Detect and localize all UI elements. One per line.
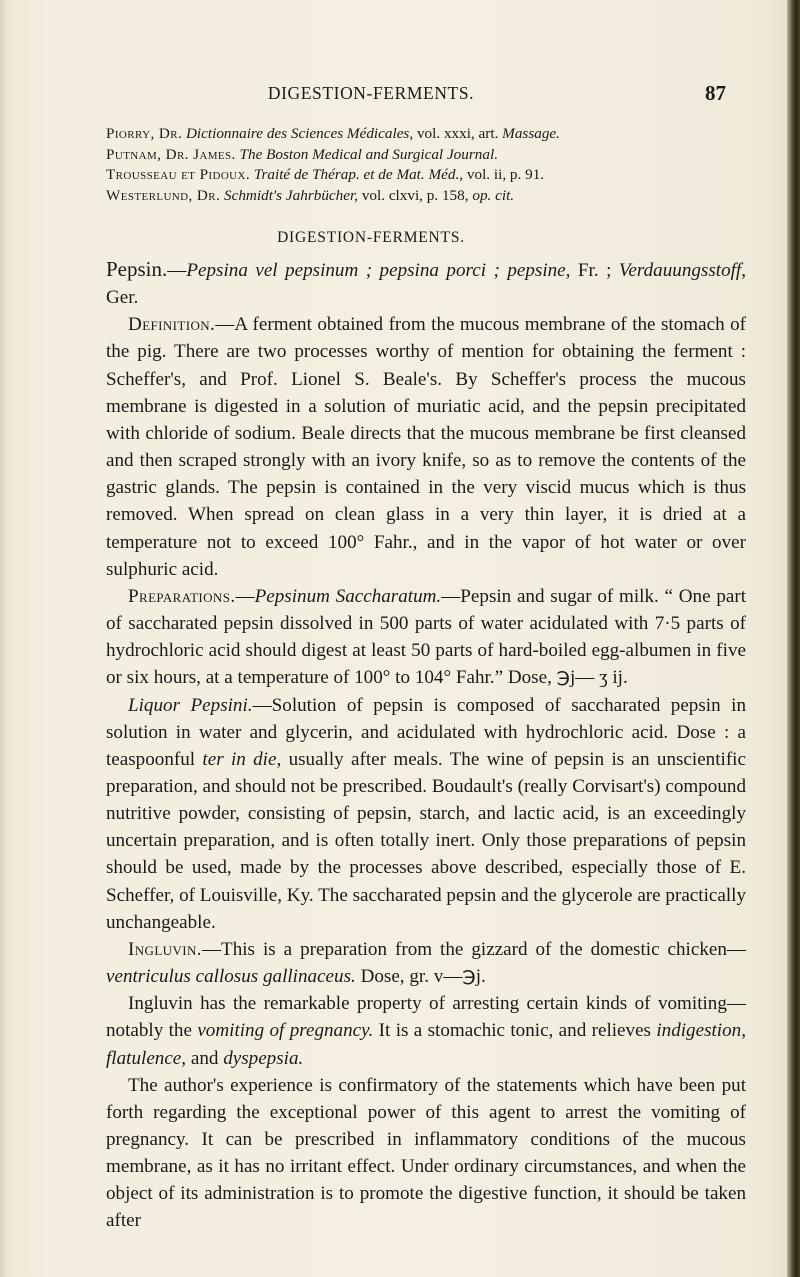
reference-work: Schmidt's Jahrbücher, [224,186,359,204]
experience-text: The author's experience is confirmatory of the statements which have been put forth regarding the exceptional power of this agent to arrest the vomiting of pregnancy. It can be prescribed in inflammatory conditions of the mucous membrane, as it has no irritant effect. Under ordinary circumstances, and when the object of its administration is to promote the digestive function, it should be taken after [106,1074,746,1232]
ingluvin-property-text: and [190,1047,219,1069]
reference-details: vol. clxvi, p. 158, [361,186,469,204]
liquor-text-after: usually after meals. The wine of pepsin is an unscientific preparation, and should not be prescribed. Boudault's (really Corvisart's) compound nutritive powder, consisting of pepsin, starch, and lactic acid, is an exceedingly uncertain preparation, and is often totally inert. Only those preparations of pepsin should be used, made by the processes above described, especially those of E. Scheffer, of Louisville, Ky. The saccharated pepsin and the glycerole are practically unchangeable. [106,748,746,933]
reference-details: vol. ii, p. 91. [466,166,545,183]
ingluvin-property-paragraph [106,990,746,1071]
pepsin-ger: Ger. [106,287,139,309]
reference-author: Trousseau et Pidoux. [106,166,251,183]
preparations-dash: — [235,585,255,607]
ingluvin-property-italic: indigestion, flatulence, [106,1020,746,1069]
reference-author: Piorry, Dr. [106,125,183,142]
reference-work: Dictionnaire des Sciences Médicales, [185,125,414,142]
reference-item [106,145,746,166]
reference-article: op. cit. [472,186,515,204]
reference-item [106,186,746,207]
ingluvin-italic: ventriculus callosus gallinaceus. [106,966,356,988]
ingluvin-property-text: It is a stomachic tonic, and relieves [378,1020,651,1042]
liquor-text-before: —Solution of pepsin is composed of saccharated pepsin in solution in water and glycerin, and acidulated with hydrochloric acid. Dose : a teaspoonful [106,694,746,770]
reference-author: Westerlund, Dr. [106,186,221,204]
ingluvin-paragraph [106,936,746,990]
reference-item [106,165,746,186]
section-heading: DIGESTION-FERMENTS. [277,229,465,246]
pepsin-fr: Fr. ; [577,260,612,281]
experience-paragraph [106,1072,746,1235]
pepsin-dash: — [167,260,187,281]
pepsin-term: Pepsin. [106,257,168,281]
liquor-italic: ter in die, [202,748,282,770]
ingluvin-property-text: Ingluvin has the remarkable property of arresting certain kinds of vomiting—notably the [106,993,746,1042]
reference-work: Traité de Thérap. et de Mat. Méd., [253,166,464,183]
preparations-label: Preparations. [128,585,236,607]
definition-label: Definition. [128,314,216,336]
definition-paragraph [106,311,746,583]
ingluvin-label: Ingluvin. [128,938,202,960]
reference-list [106,124,746,206]
liquor-name: Liquor Pepsini. [128,694,253,716]
preparations-name: Pepsinum Saccharatum. [254,585,442,607]
pepsin-synonyms: Pepsina vel pepsinum ; pepsina porci ; pepsine, [186,260,571,281]
ingluvin-property-italic: vomiting of pregnancy. [197,1020,374,1042]
book-binding-edge [787,0,800,1277]
page-left-edge [0,0,8,1277]
ingluvin-text-after: Dose, gr. v—℈j. [360,966,486,988]
reference-details: vol. xxxi, art. [416,125,499,142]
preparations-text: —Pepsin and sugar of milk. “ One part of saccharated pepsin dissolved in 500 parts of water acidulated with 7·5 parts of hydrochloric acid should digest at least 50 parts of hard-boiled egg-albumen in five or six hours, at a temperature of 100° to 104° Fahr.” Dose, ℈j— ʒ ij. [106,585,746,689]
page-number: 87 [705,81,726,105]
pepsin-ger-term: Verdauungsstoff, [618,260,747,281]
ingluvin-property-italic: dyspepsia. [223,1047,304,1069]
running-head [0,83,800,107]
body-text [106,256,746,1235]
reference-item [106,124,746,145]
running-head-title: DIGESTION-FERMENTS. [267,83,475,103]
ingluvin-text-before: —This is a preparation from the gizzard of the domestic chicken— [201,938,746,960]
liquor-paragraph [106,692,746,936]
reference-work: The Boston Medical and Surgical Journal. [239,145,498,163]
definition-text: —A ferment obtained from the mucous membrane of the stomach of the pig. There are two processes worthy of mention for obtaining the ferment : Scheffer's, and Prof. Lionel S. Beale's. By Scheffer's process the mucous membrane is digested in a solution of muriatic acid, and the pepsin precipitated with chloride of sodium. Beale directs that the mucous membrane be first cleansed and then scraped strongly with an ivory knife, so as to remove the contents of the gastric glands. The pepsin is contained in the very viscid mucus which is thus removed. When spread on clean glass in a very thin layer, it is dried at a temperature not to exceed 100° Fahr., and in the vapor of hot water or over sulphuric acid. [106,314,746,580]
preparations-paragraph [106,583,746,692]
reference-article: Massage. [502,125,560,142]
reference-author: Putnam, Dr. James. [106,145,236,163]
pepsin-entry [106,256,746,311]
